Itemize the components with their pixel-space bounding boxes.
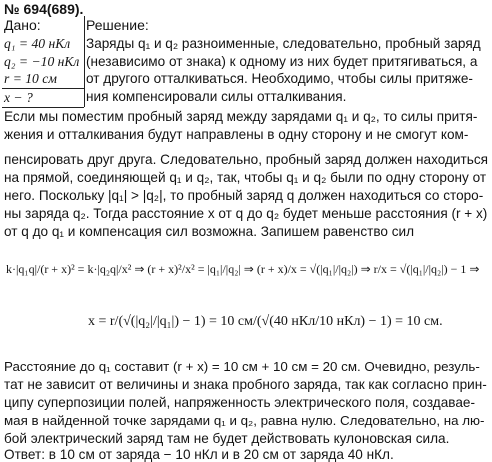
solution-line-2: (независимо от знака) к одному из них будет притягиваться, а — [86, 54, 478, 69]
given-vertical-rule — [84, 16, 85, 107]
answer: Ответ: в 10 см от заряда − 10 нКл и в 20 см от заряда 40 нКл. — [4, 447, 394, 462]
paragraph-3-line-2: тат не зависит от величины и знака пробного заряда, так как согласно прин- — [4, 377, 487, 392]
given-divider — [2, 88, 84, 89]
paragraph-1-line-2: жения и отталкивания будут направлены в одну сторону и не смогут ком- — [4, 127, 469, 142]
paragraph-3-line-3: ципу суперпозиции полей, напряженность электрического поля, создавае- — [4, 395, 475, 410]
formula-force-equality: k·|q₁q|/(r + x)² = k·|q₂q|/x² ⇒ (r + x)²/x² = |q₁|/|q₂| ⇒ (r + x)/x = √(|q₁|/|q₂|) ⇒ r/x = √(|q₁|/|q₂|) − 1 ⇒ — [6, 262, 480, 276]
paragraph-2-line-1: пенсировать друг друга. Следовательно, пробный заряд должен находиться — [4, 152, 488, 167]
paragraph-2-line-3: него. Поскольку |q₁| > |q₂|, то пробный заряд q должен находиться со сторо- — [4, 188, 484, 203]
given-bottom-rule — [2, 107, 84, 108]
paragraph-2-line-4: ны заряда q₂. Тогда расстояние x от q до q₂ будет меньше расстояния (r + x) — [4, 206, 488, 221]
paragraph-3-line-1: Расстояние до q₁ составит (r + x) = 10 см + 10 см = 20 см. Очевидно, резуль- — [4, 359, 480, 374]
paragraph-3-line-4: мая в найденной точке зарядами q₁ и q₂, равна нулю. Следовательно, на лю- — [4, 413, 485, 428]
solution-heading: Решение: — [86, 17, 149, 33]
solution-line-3: от другого отталкиваться. Необходимо, чтобы силы притяже- — [86, 71, 473, 86]
solution-line-4: ния компенсировали силы отталкивания. — [86, 89, 347, 104]
paragraph-1-line-1: Если мы поместим пробный заряд между зарядами q₁ и q₂, то силы притя- — [4, 109, 478, 124]
problem-number: № 694(689). — [4, 1, 84, 17]
given-q2: q₂ = −10 нКл — [4, 54, 80, 69]
given-q1: q₁ = 40 нКл — [4, 36, 71, 51]
formula-x-result: x = r/(√(|q₂|/|q₁|) − 1) = 10 см/(√(40 нКл/10 нКл) − 1) = 10 см. — [88, 314, 443, 329]
given-unknown: x − ? — [4, 90, 33, 105]
solution-line-1: Заряды q₁ и q₂ разноименные, следовательно, пробный заряд — [86, 36, 481, 51]
paragraph-2-line-2: на прямой, соединяющей q₁ и q₂, так, чтобы q₁ и q₂ были по одну сторону от — [4, 170, 487, 185]
paragraph-3-line-5: бой электрический заряд там не будет действовать кулоновская сила. — [4, 431, 450, 446]
given-heading: Дано: — [4, 17, 41, 33]
paragraph-2-line-5: от q до q₁ и компенсация сил возможна. Запишем равенство сил — [4, 224, 415, 239]
given-r: r = 10 см — [4, 71, 57, 86]
